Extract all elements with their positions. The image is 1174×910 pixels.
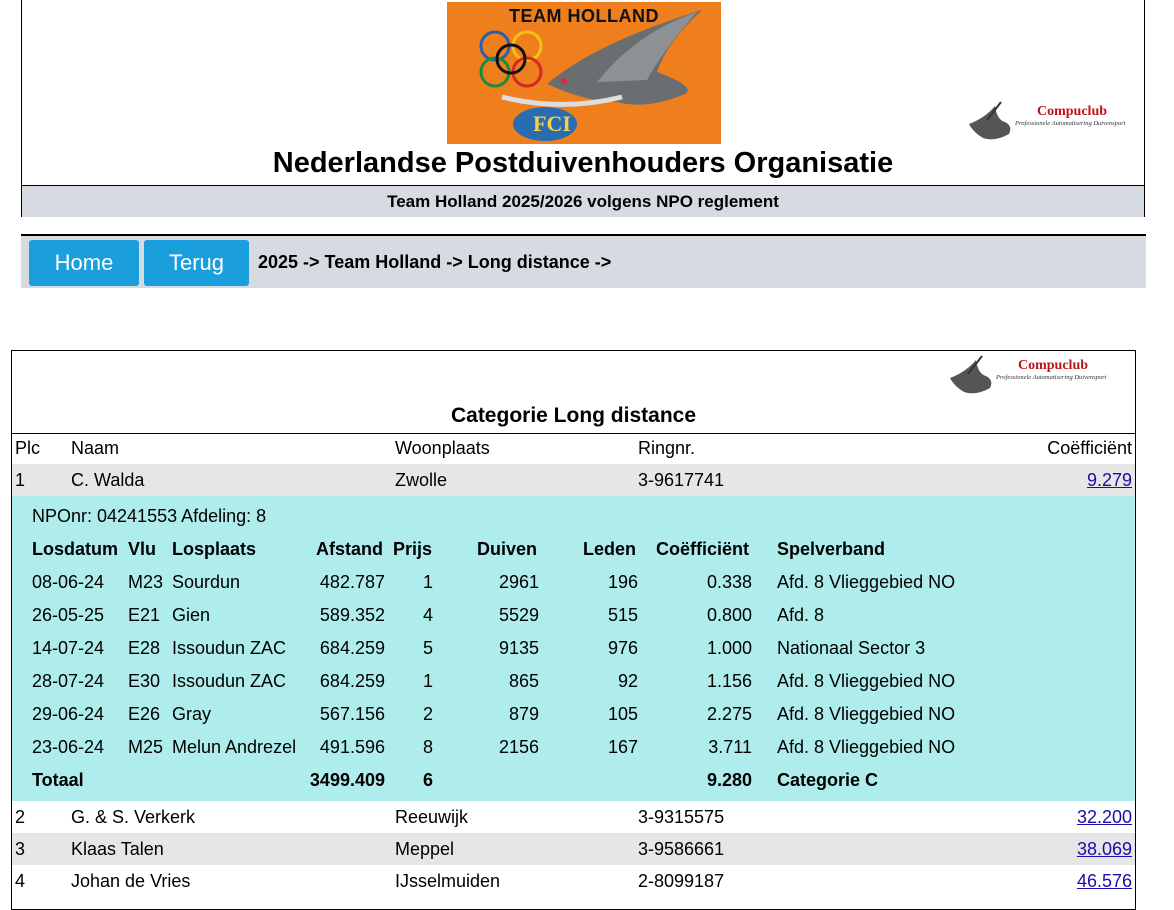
total-category: Categorie C	[777, 770, 879, 790]
row-woonplaats: Reeuwijk	[395, 807, 469, 827]
hdr-vlu: Vlu	[128, 539, 157, 559]
flight-losdatum: 28-07-24	[32, 671, 105, 691]
flight-prijs: 8	[422, 737, 433, 757]
flight-losdatum: 26-05-25	[32, 605, 105, 625]
row-woonplaats: Meppel	[395, 839, 455, 859]
flight-coefficient: 0.800	[706, 605, 752, 625]
flight-losplaats: Issoudun ZAC	[172, 671, 287, 691]
flight-leden: 515	[607, 605, 638, 625]
hdr-duiven: Duiven	[477, 539, 538, 559]
nav-bar	[21, 234, 1146, 288]
flight-leden: 92	[617, 671, 638, 691]
flight-vlu: E30	[128, 671, 161, 691]
category-title: Categorie Long distance	[450, 404, 697, 427]
flight-losdatum: 08-06-24	[32, 572, 105, 592]
flight-losplaats: Issoudun ZAC	[172, 638, 287, 658]
flight-afstand: 684.259	[319, 671, 385, 691]
coefficient-link[interactable]: 32.200	[1076, 807, 1132, 827]
logo-text: TEAM HOLLAND	[509, 6, 659, 26]
flight-losplaats: Melun Andrezel	[172, 737, 297, 757]
flight-afstand: 684.259	[319, 638, 385, 658]
flight-leden: 196	[607, 572, 638, 592]
flight-prijs: 1	[422, 671, 433, 691]
flight-spelverband: Afd. 8 Vlieggebied NO	[777, 704, 956, 724]
col-ringnr: Ringnr.	[638, 438, 696, 458]
row-naam: C. Walda	[71, 470, 145, 490]
row-naam: Johan de Vries	[71, 871, 191, 891]
flight-prijs: 1	[422, 572, 433, 592]
svg-text:FCI: FCI	[533, 111, 571, 136]
compuclub-logo	[965, 98, 1145, 146]
player-detail	[12, 496, 1135, 801]
flight-duiven: 865	[508, 671, 539, 691]
hdr-losplaats: Losplaats	[172, 539, 257, 559]
flight-vlu: E26	[128, 704, 161, 724]
total-coefficient: 9.280	[706, 770, 752, 790]
breadcrumb: 2025 -> Team Holland -> Long distance ->	[258, 252, 612, 272]
flight-coefficient: 0.338	[706, 572, 752, 592]
flight-leden: 105	[607, 704, 638, 724]
flight-leden: 976	[607, 638, 638, 658]
flight-coefficient: 3.711	[708, 737, 752, 757]
row-plc: 4	[15, 871, 26, 891]
coefficient-link[interactable]: 38.069	[1076, 839, 1132, 859]
flight-losplaats: Sourdun	[172, 572, 241, 592]
row-woonplaats: IJsselmuiden	[395, 871, 501, 891]
compuclub-name: Compuclub	[1018, 358, 1089, 373]
col-woonplaats: Woonplaats	[395, 438, 490, 458]
total-label: Totaal	[32, 770, 84, 790]
row-ringnr: 3-9617741	[638, 470, 725, 490]
flight-coefficient: 2.275	[706, 704, 752, 724]
flight-losdatum: 29-06-24	[32, 704, 105, 724]
page-header	[21, 0, 1145, 217]
flight-spelverband: Nationaal Sector 3	[777, 638, 926, 658]
flight-vlu: E28	[128, 638, 161, 658]
flight-spelverband: Afd. 8 Vlieggebied NO	[777, 572, 956, 592]
row-naam: Klaas Talen	[71, 839, 164, 859]
pigeon-icon	[965, 98, 1017, 144]
back-button[interactable]: Terug	[144, 240, 249, 286]
flight-prijs: 2	[422, 704, 433, 724]
flight-prijs: 4	[422, 605, 433, 625]
hdr-leden: Leden	[583, 539, 637, 559]
flight-coefficient: 1.000	[706, 638, 752, 658]
total-afstand: 3499.409	[309, 770, 385, 790]
col-plc: Plc	[15, 438, 41, 458]
flight-afstand: 482.787	[319, 572, 385, 592]
row-ringnr: 2-8099187	[638, 871, 725, 891]
flight-leden: 167	[607, 737, 638, 757]
pigeon-icon	[946, 352, 998, 398]
flight-losdatum: 14-07-24	[32, 638, 105, 658]
flight-losplaats: Gray	[172, 704, 212, 724]
flight-prijs: 5	[422, 638, 433, 658]
flight-duiven: 9135	[498, 638, 539, 658]
page-subtitle: Team Holland 2025/2026 volgens NPO reglement	[22, 185, 1144, 217]
table-row[interactable]	[12, 833, 1135, 865]
flight-duiven: 2156	[498, 737, 539, 757]
col-coefficient: Coëfficiënt	[1047, 438, 1132, 458]
flight-afstand: 491.596	[319, 737, 385, 757]
flight-coefficient: 1.156	[706, 671, 752, 691]
compuclub-tagline: Professionele Automatisering Duivensport	[996, 374, 1107, 381]
hdr-losdatum: Losdatum	[32, 539, 119, 559]
hdr-spelverband: Spelverband	[777, 539, 886, 559]
flight-afstand: 589.352	[319, 605, 385, 625]
category-panel	[11, 350, 1136, 910]
flight-duiven: 5529	[498, 605, 539, 625]
row-plc: 3	[15, 839, 26, 859]
flight-losplaats: Gien	[172, 605, 211, 625]
table-row[interactable]	[12, 865, 1135, 897]
hdr-coefficient: Coëfficiënt	[656, 539, 750, 559]
total-prijs: 6	[422, 770, 433, 790]
compuclub-name: Compuclub	[1037, 104, 1108, 119]
flight-vlu: M25	[128, 737, 164, 757]
npo-info: NPOnr: 04241553 Afdeling: 8	[32, 506, 267, 526]
table-row[interactable]	[12, 464, 1135, 496]
flight-afstand: 567.156	[319, 704, 385, 724]
flight-vlu: E21	[128, 605, 161, 625]
table-row[interactable]	[12, 801, 1135, 833]
flight-spelverband: Afd. 8 Vlieggebied NO	[777, 671, 956, 691]
compuclub-logo	[946, 352, 1126, 400]
flight-duiven: 879	[508, 704, 539, 724]
row-ringnr: 3-9315575	[638, 807, 725, 827]
compuclub-tagline: Professionele Automatisering Duivensport	[1015, 120, 1126, 127]
flight-spelverband: Afd. 8 Vlieggebied NO	[777, 737, 956, 757]
home-button[interactable]: Home	[29, 240, 139, 286]
page-title: Nederlandse Postduivenhouders Organisatie	[272, 147, 894, 179]
coefficient-link[interactable]: 46.576	[1076, 871, 1132, 891]
col-naam: Naam	[71, 438, 120, 458]
row-ringnr: 3-9586661	[638, 839, 725, 859]
row-woonplaats: Zwolle	[395, 470, 448, 490]
flight-vlu: M23	[128, 572, 164, 592]
table-header	[12, 433, 1135, 466]
row-naam: G. & S. Verkerk	[71, 807, 196, 827]
hdr-afstand: Afstand	[316, 539, 383, 559]
row-plc: 2	[15, 807, 26, 827]
flight-losdatum: 23-06-24	[32, 737, 105, 757]
flight-spelverband: Afd. 8	[777, 605, 825, 625]
flight-duiven: 2961	[498, 572, 539, 592]
hdr-prijs: Prijs	[393, 539, 433, 559]
team-holland-logo	[447, 2, 721, 144]
row-plc: 1	[15, 470, 26, 490]
coefficient-link[interactable]: 9.279	[1086, 470, 1132, 490]
